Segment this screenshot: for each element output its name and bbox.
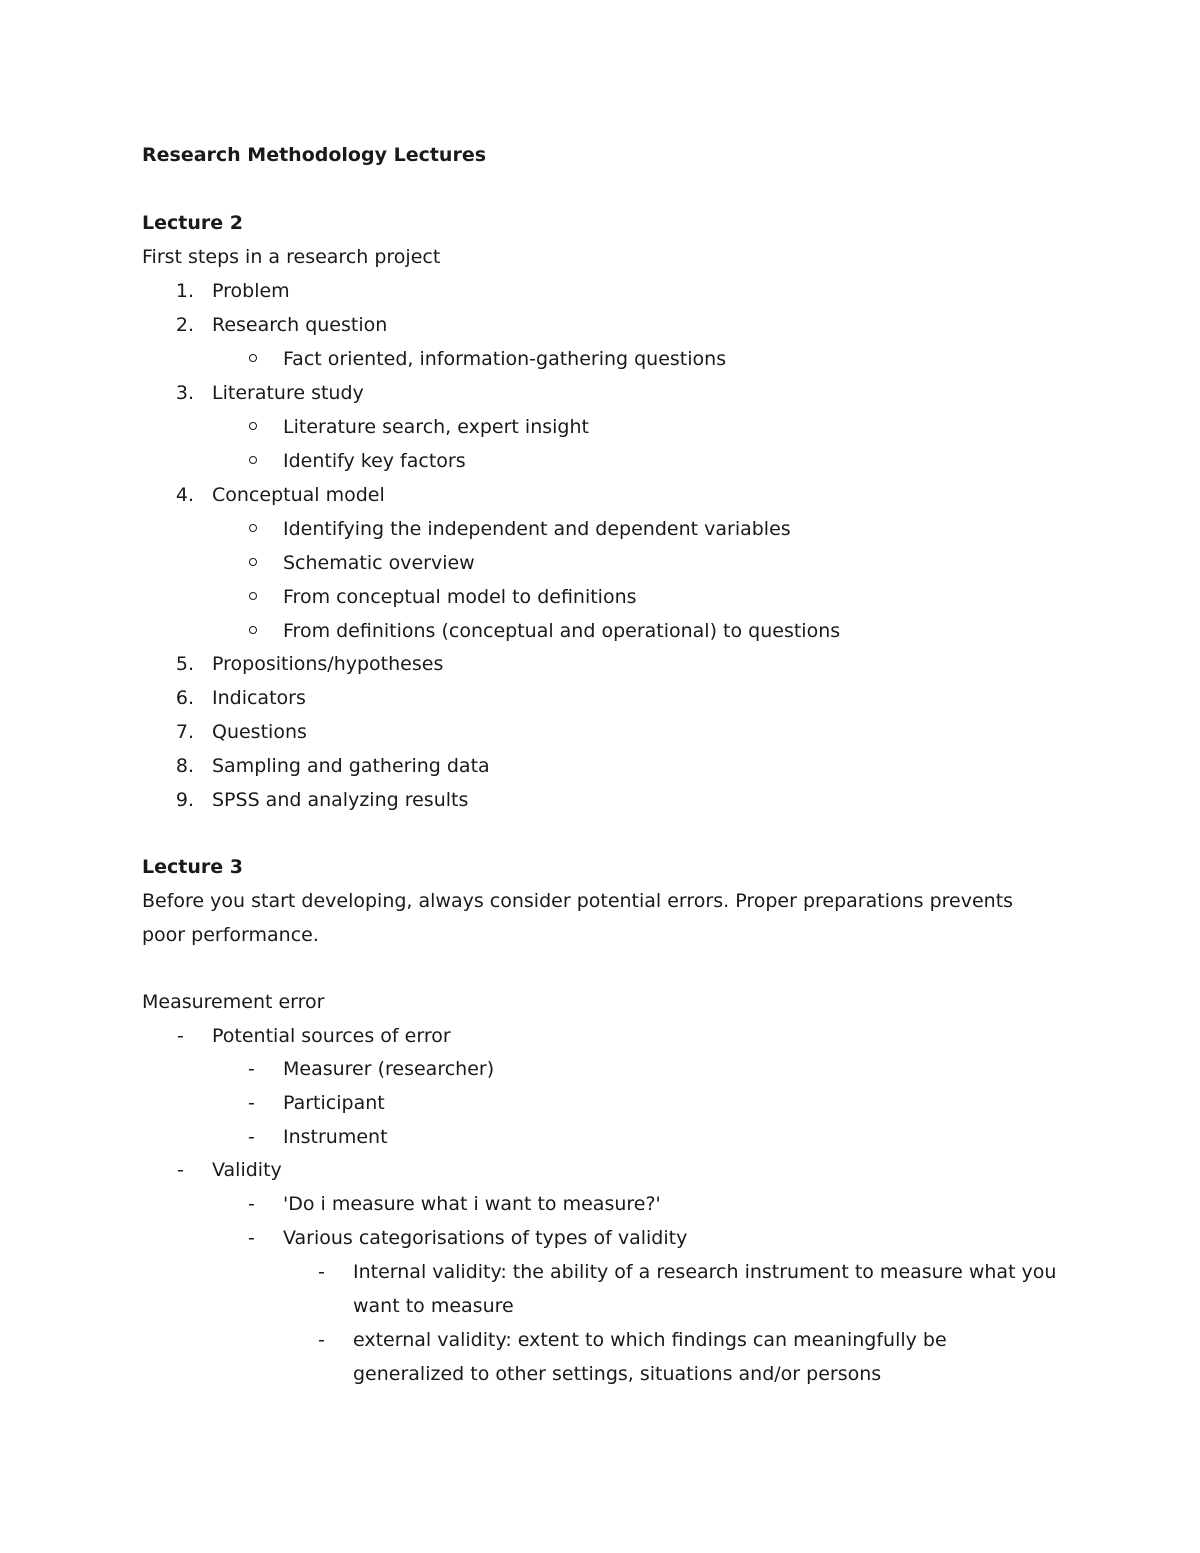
dash-bullet-icon: -	[248, 1126, 255, 1148]
step-number: 6.	[175, 687, 194, 709]
sub-bullet-item: Various categorisations of types of validity	[283, 1227, 688, 1249]
step-label: Propositions/hypotheses	[212, 653, 444, 675]
step-label: Indicators	[212, 687, 306, 709]
lecture-3-heading: Lecture 3	[142, 856, 243, 878]
step-number: 3.	[175, 382, 194, 404]
sub-bullet-item: Measurer (researcher)	[283, 1058, 495, 1080]
sub-sub-bullet-continuation: generalized to other settings, situations and/or persons	[353, 1363, 882, 1385]
step-label: Conceptual model	[212, 484, 385, 506]
step-label: Research question	[212, 314, 388, 336]
step-label: Sampling and gathering data	[212, 755, 490, 777]
sub-bullet-item: 'Do i measure what i want to measure?'	[283, 1193, 661, 1215]
step-number: 2.	[175, 314, 194, 336]
hollow-bullet-icon	[249, 422, 257, 430]
bullet-item: Validity	[212, 1159, 282, 1181]
sub-item: Identify key factors	[283, 450, 466, 472]
lecture-2-heading: Lecture 2	[142, 212, 243, 234]
step-number: 1.	[175, 280, 194, 302]
hollow-bullet-icon	[249, 626, 257, 634]
lecture-3-intro-line-1: Before you start developing, always consider potential errors. Proper preparations prevents	[142, 890, 1014, 912]
dash-bullet-icon: -	[318, 1329, 325, 1351]
step-number: 7.	[175, 721, 194, 743]
sub-item: Literature search, expert insight	[283, 416, 589, 438]
section-title: Measurement error	[142, 991, 325, 1013]
step-number: 9.	[175, 789, 194, 811]
step-label: SPSS and analyzing results	[212, 789, 469, 811]
dash-bullet-icon: -	[177, 1159, 184, 1181]
dash-bullet-icon: -	[177, 1025, 184, 1047]
sub-sub-bullet-continuation: want to measure	[353, 1295, 514, 1317]
bullet-item: Potential sources of error	[212, 1025, 451, 1047]
hollow-bullet-icon	[249, 524, 257, 532]
document-title: Research Methodology Lectures	[142, 144, 487, 166]
step-label: Problem	[212, 280, 290, 302]
hollow-bullet-icon	[249, 592, 257, 600]
lecture-2-intro: First steps in a research project	[142, 246, 441, 268]
sub-item: From definitions (conceptual and operational) to questions	[283, 620, 841, 642]
sub-item: Identifying the independent and dependent variables	[283, 518, 791, 540]
step-label: Literature study	[212, 382, 364, 404]
hollow-bullet-icon	[249, 354, 257, 362]
sub-item: From conceptual model to definitions	[283, 586, 637, 608]
sub-bullet-item: Participant	[283, 1092, 385, 1114]
dash-bullet-icon: -	[248, 1227, 255, 1249]
dash-bullet-icon: -	[248, 1092, 255, 1114]
dash-bullet-icon: -	[248, 1058, 255, 1080]
step-number: 8.	[175, 755, 194, 777]
step-number: 4.	[175, 484, 194, 506]
lecture-3-intro-line-2: poor performance.	[142, 924, 319, 946]
hollow-bullet-icon	[249, 456, 257, 464]
sub-bullet-item: Instrument	[283, 1126, 388, 1148]
step-label: Questions	[212, 721, 307, 743]
dash-bullet-icon: -	[318, 1261, 325, 1283]
step-number: 5.	[175, 653, 194, 675]
sub-sub-bullet-item: external validity: extent to which findings can meaningfully be	[353, 1329, 947, 1351]
sub-item: Fact oriented, information-gathering questions	[283, 348, 727, 370]
sub-item: Schematic overview	[283, 552, 475, 574]
hollow-bullet-icon	[249, 558, 257, 566]
dash-bullet-icon: -	[248, 1193, 255, 1215]
sub-sub-bullet-item: Internal validity: the ability of a research instrument to measure what you	[353, 1261, 1057, 1283]
